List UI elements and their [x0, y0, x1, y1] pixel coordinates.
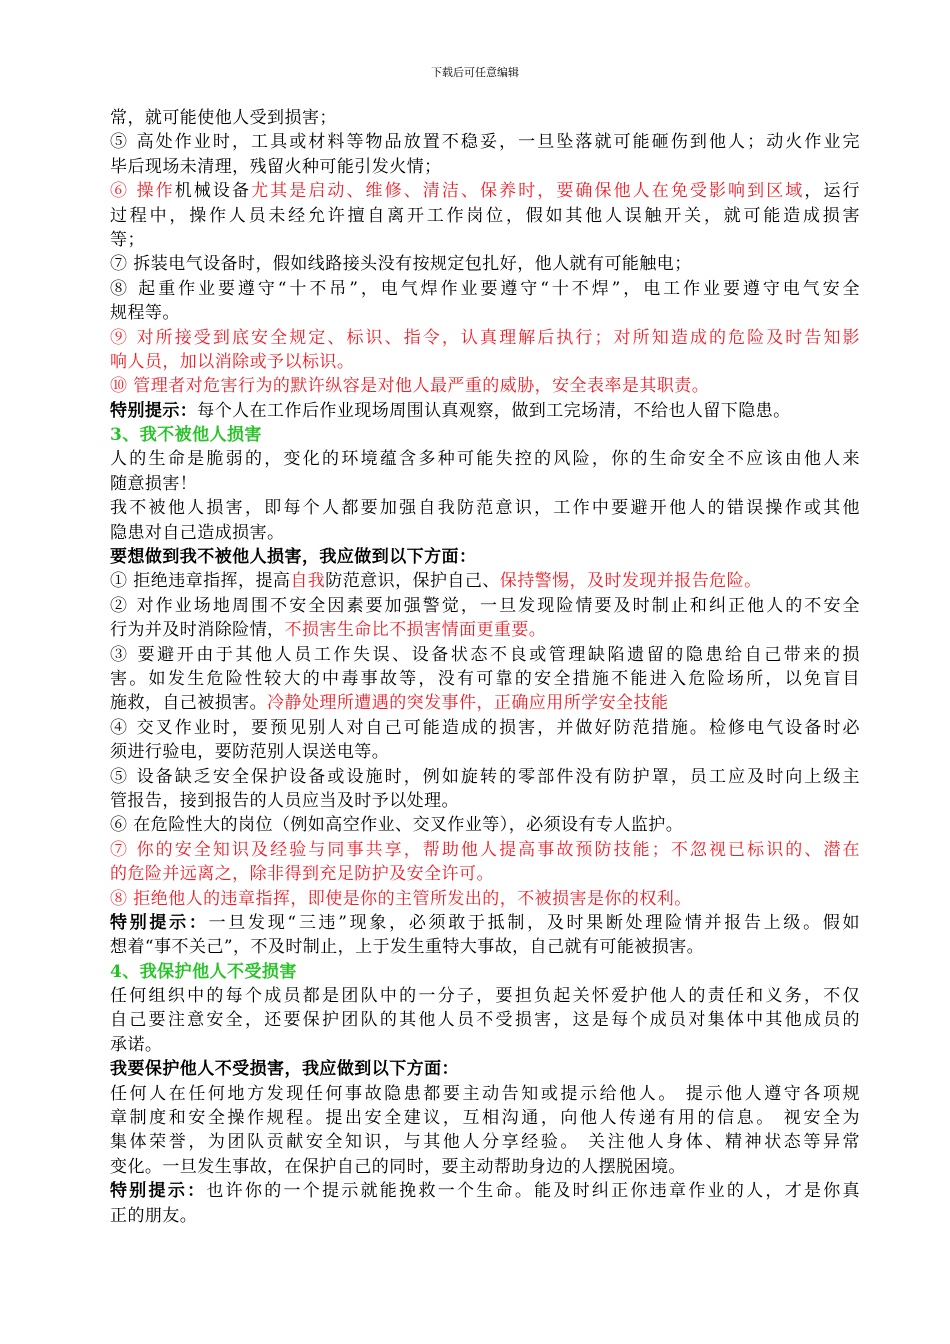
text-segment: 变化。一旦发生事故，在保护自己的同时，要主动帮助身边的人摆脱困境。: [110, 1156, 686, 1177]
text-segment: ⑩ 管理者对危害行为的默许纵容是对他人最严重的威胁，安全表率是其职责。: [110, 376, 710, 397]
text-segment: 冷静处理所遭遇的突发事件，正确应用所学安全技能: [267, 693, 669, 714]
text-segment: ⑧ 起重作业要遵守“十不吊”，电气焊作业要遵守“十不焊”，电工作业要遵守电气安全: [110, 278, 860, 299]
text-line: [110, 252, 860, 276]
text-segment: 承诺。: [110, 1034, 163, 1055]
text-segment: 操作: [136, 181, 175, 202]
text-line: [110, 106, 860, 130]
text-line: [110, 155, 860, 179]
text-segment: 的危险并远离之，除非得到充足防护及安全许可。: [110, 864, 494, 885]
text-segment: 每个人在工作后作业现场周围认真观察，做到工完场清，不给也人留下隐患。: [197, 400, 791, 421]
section-heading: 3、我不被他人损害: [110, 425, 262, 446]
text-segment: 一旦发现“三违”现象，必须敢于抵制，及时果断处理险情并报告上级。假如: [208, 912, 860, 933]
text-segment: ① 拒绝违章指挥，提高: [110, 571, 291, 592]
text-line: [110, 521, 860, 545]
text-segment: ③ 要避开由于其他人员工作失误、设备状态不良或管理缺陷遗留的隐患给自己带来的损: [110, 644, 860, 665]
bold-label: 我要保护他人不受损害，我应做到以下方面：: [110, 1059, 459, 1080]
text-line: [110, 691, 860, 715]
text-segment: ⑤ 高处作业时，工具或材料等物品放置不稳妥，一旦坠落就可能砸伤到他人；动火作业完: [110, 132, 860, 153]
text-line: [110, 887, 860, 911]
text-segment: 任何人在任何地方发现任何事故隐患都要主动告知或提示给他人。 提示他人遵守各项规: [110, 1083, 860, 1104]
bold-label: 特别提示：: [110, 400, 198, 421]
text-segment: 任何组织中的每个成员都是团队中的一分子，要担负起关怀爱护他人的责任和义务，不仅: [110, 986, 860, 1007]
text-line: [110, 399, 860, 423]
text-line: [110, 935, 860, 959]
text-segment: 须进行验电，要防范别人误送电等。: [110, 742, 390, 763]
text-segment: ④ 交叉作业时，要预见别人对自己可能造成的损害，并做好防范措施。检修电气设备时必: [110, 717, 860, 738]
text-line: [110, 545, 860, 569]
text-segment: 保持警惕，及时发现并报告危险。: [499, 571, 762, 592]
text-line: [110, 569, 860, 593]
text-segment: 规程等。: [110, 303, 180, 324]
text-segment: 机械设备: [174, 181, 252, 202]
text-line: [110, 277, 860, 301]
text-segment: 人的生命是脆弱的，变化的环境蕴含多种可能失控的风险，你的生命安全不应该由他人来: [110, 449, 860, 470]
text-line: [110, 1033, 860, 1057]
text-segment: ⑨ 对所接受到底安全规定、标识、指令，认真理解后执行；对所知造成的危险及时告知影: [110, 327, 860, 348]
text-line: [110, 667, 860, 691]
text-segment: ② 对作业场地周围不安全因素要加强警觉，一旦发现险情要及时制止和纠正他人的不安全: [110, 595, 860, 616]
text-line: [110, 643, 860, 667]
text-segment: 隐患对自己造成损害。: [110, 522, 285, 543]
text-segment: ⑥: [110, 181, 137, 202]
text-line: [110, 301, 860, 325]
text-segment: 常，就可能使他人受到损害；: [110, 108, 337, 128]
text-line: [110, 496, 860, 520]
document-body: [110, 106, 860, 1228]
text-segment: 章制度和安全操作规程。提出安全建议，互相沟通，向他人传递有用的信息。 视安全为: [110, 1108, 860, 1129]
text-line: [110, 740, 860, 764]
text-line: [110, 716, 860, 740]
bold-label: 特别提示：: [110, 1181, 207, 1202]
text-segment: 想着“事不关己”，不及时制止，上于发生重特大事故，自己就有可能被损害。: [110, 937, 705, 958]
text-line: [110, 765, 860, 789]
text-line: [110, 789, 860, 813]
text-line: [110, 813, 860, 837]
text-segment: ⑦ 你的安全知识及经验与同事共享，帮助他人提高事故预防技能；不忽视已标识的、潜在: [110, 839, 860, 860]
text-segment: 施救，自己被损害。: [110, 693, 268, 714]
text-line: [110, 326, 860, 350]
text-line: [110, 1082, 860, 1106]
text-segment: ⑦ 拆装电气设备时，假如线路接头没有按规定包扎好，他人就有可能触电；: [110, 254, 692, 275]
text-line: [110, 618, 860, 642]
text-line: [110, 984, 860, 1008]
text-line: [110, 447, 860, 471]
text-line: [110, 204, 860, 228]
text-line: [110, 1130, 860, 1154]
text-segment: 我不被他人损害，即每个人都要加强自我防范意识，工作中要避开他人的错误操作或其他: [110, 498, 860, 519]
text-segment: 集体荣誉，为团队贡献安全知识，与其他人分享经验。 关注他人身体、精神状态等异常: [110, 1132, 860, 1153]
text-segment: ⑤ 设备缺乏安全保护设备或设施时，例如旋转的零部件没有防护罩，员工应及时向上级主: [110, 766, 860, 787]
text-line: [110, 228, 860, 252]
text-segment: 行为并及时消除险情，: [110, 620, 285, 641]
section-heading: 4、我保护他人不受损害: [110, 961, 297, 982]
text-line: [110, 423, 860, 447]
text-line: [110, 862, 860, 886]
bold-label: 特别提示：: [110, 912, 209, 933]
bold-label: 要想做到我不被他人损害，我应做到以下方面：: [110, 547, 477, 568]
text-line: [110, 374, 860, 398]
text-line: [110, 1008, 860, 1032]
text-segment: 毕后现场未清理，残留火种可能引发火情；: [110, 156, 442, 177]
text-segment: 随意损害！: [110, 473, 198, 494]
page-header-note: 下载后可任意编辑: [431, 66, 519, 79]
text-segment: ，运行: [804, 181, 860, 202]
text-segment: 等；: [110, 229, 145, 250]
text-line: [110, 594, 860, 618]
text-segment: 害。如发生危险性较大的中毒事故等，没有可靠的安全措施不能进入危险场所，以免盲目: [110, 668, 860, 689]
text-segment: 过程中，操作人员未经允许擅自离开工作岗位，假如其他人误触开关，就可能造成损害: [110, 205, 860, 226]
text-segment: 管报告，接到报告的人员应当及时予以处理。: [110, 790, 459, 811]
text-segment: 正的朋友。: [110, 1205, 198, 1226]
text-line: [110, 1106, 860, 1130]
text-line: [110, 960, 860, 984]
text-line: [110, 179, 860, 203]
text-segment: 自我: [290, 571, 326, 592]
text-segment: ⑧ 拒绝他人的违章指挥，即使是你的主管所发出的，不被损害是你的权利。: [110, 888, 692, 909]
text-line: [110, 911, 860, 935]
text-segment: 尤其是启动、维修、清洁、保养时，要确保他人在免受影响到区域: [251, 181, 805, 202]
text-segment: 也许你的一个提示就能挽救一个生命。能及时纠正你违章作业的人，才是你真: [206, 1181, 860, 1202]
text-line: [110, 838, 860, 862]
text-line: [110, 1057, 860, 1081]
text-line: [110, 1179, 860, 1203]
text-segment: 防范意识，保护自己、: [325, 571, 500, 592]
text-segment: 响人员，加以消除或予以标识。: [110, 351, 355, 372]
text-line: [110, 1204, 860, 1228]
text-segment: ⑥ 在危险性大的岗位（例如高空作业、交叉作业等），必须设有专人监护。: [110, 815, 684, 836]
text-line: [110, 350, 860, 374]
text-segment: 自己要注意安全，还要保护团队的其他人员不受损害，这是每个成员对集体中其他成员的: [110, 1010, 860, 1031]
text-segment: 不损害生命比不损害情面更重要。: [284, 620, 547, 641]
text-line: [110, 130, 860, 154]
text-line: [110, 1155, 860, 1179]
text-line: [110, 472, 860, 496]
